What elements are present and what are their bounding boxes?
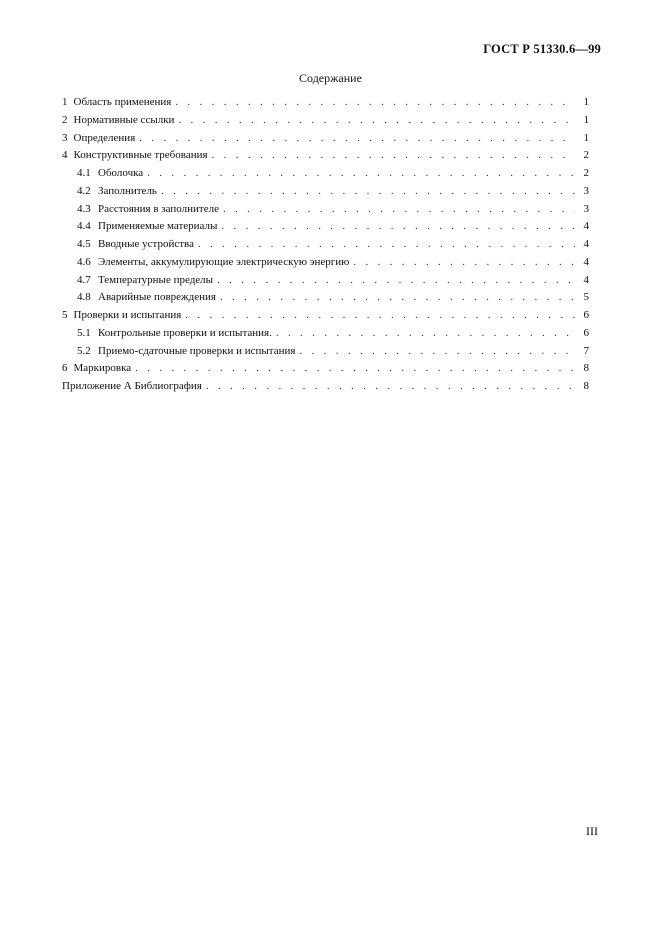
dot-leader xyxy=(299,343,575,361)
toc-entry-page: 2 xyxy=(583,167,589,179)
toc-entry[interactable] xyxy=(62,378,589,396)
dot-leader xyxy=(198,236,575,254)
toc-entry-label: Приложение А Библиография xyxy=(62,380,202,392)
dot-leader xyxy=(223,201,575,219)
dot-leader xyxy=(206,378,575,396)
dot-leader xyxy=(276,325,575,343)
toc-entry-page: 6 xyxy=(583,309,589,321)
toc-entry-label: Область применения xyxy=(73,96,172,108)
toc-entry-label: Маркировка xyxy=(73,362,132,375)
toc-entry[interactable] xyxy=(62,289,589,307)
dot-leader xyxy=(220,289,575,307)
toc-entry[interactable] xyxy=(62,325,589,343)
toc-entry-page: 1 xyxy=(583,131,589,144)
document-code: ГОСТ Р 51330.6—99 xyxy=(483,42,601,56)
table-of-contents xyxy=(62,94,589,396)
toc-entry[interactable] xyxy=(62,218,589,236)
toc-entry[interactable] xyxy=(62,360,589,378)
dot-leader xyxy=(147,165,575,183)
contents-title: Содержание xyxy=(299,71,362,85)
toc-entry-label: Приемо-сдаточные проверки и испытания xyxy=(98,344,296,357)
dot-leader xyxy=(221,218,575,236)
toc-entry[interactable] xyxy=(62,130,589,148)
toc-entry-number: 5.1 xyxy=(77,326,91,339)
toc-entry-number: 3 xyxy=(62,131,68,144)
toc-entry-number: 4.4 xyxy=(77,220,91,233)
toc-entry-page: 4 xyxy=(583,255,589,268)
toc-entry-label: Расстояния в заполнителе xyxy=(98,202,219,215)
toc-entry[interactable] xyxy=(62,254,589,272)
toc-entry-page: 2 xyxy=(583,149,589,162)
dot-leader xyxy=(161,183,575,201)
toc-entry[interactable] xyxy=(62,94,589,112)
toc-entry[interactable] xyxy=(62,307,589,325)
toc-entry-label: Нормативные ссылки xyxy=(73,113,175,126)
toc-entry-page: 3 xyxy=(583,202,589,215)
toc-entry-page: 1 xyxy=(583,113,589,126)
toc-entry-number: 2 xyxy=(62,113,68,126)
dot-leader xyxy=(353,254,575,272)
toc-entry-number: 5.2 xyxy=(77,344,91,357)
page-number: III xyxy=(586,824,598,838)
toc-entry-page: 6 xyxy=(583,326,589,339)
toc-entry-page: 7 xyxy=(583,344,589,357)
toc-entry-page: 8 xyxy=(583,380,589,392)
toc-entry-page: 5 xyxy=(583,291,589,304)
toc-entry-number: 5 xyxy=(62,309,68,321)
toc-entry[interactable] xyxy=(62,165,589,183)
dot-leader xyxy=(175,94,575,112)
toc-entry[interactable] xyxy=(62,343,589,361)
toc-entry-number: 4.3 xyxy=(77,202,91,215)
toc-entry-number: 6 xyxy=(62,362,68,375)
toc-entry-label: Элементы, аккумулирующие электрическую энергию xyxy=(98,255,350,268)
toc-entry-label: Оболочка xyxy=(98,167,144,179)
toc-entry[interactable] xyxy=(62,183,589,201)
toc-entry-label: Определения xyxy=(73,131,136,144)
dot-leader xyxy=(178,112,575,130)
toc-entry[interactable] xyxy=(62,147,589,165)
toc-entry-label: Конструктивные требования xyxy=(73,149,208,162)
toc-entry-number: 1 xyxy=(62,96,68,108)
toc-entry-number: 4.7 xyxy=(77,273,91,286)
dot-leader xyxy=(212,147,575,165)
toc-entry-label: Вводные устройства xyxy=(98,238,194,250)
dot-leader xyxy=(217,272,575,290)
toc-entry-number: 4.6 xyxy=(77,255,91,268)
toc-entry-page: 4 xyxy=(583,238,589,250)
toc-entry-page: 8 xyxy=(583,362,589,375)
toc-entry[interactable] xyxy=(62,201,589,219)
toc-entry[interactable] xyxy=(62,236,589,254)
toc-entry-number: 4.8 xyxy=(77,291,91,304)
toc-entry-number: 4.5 xyxy=(77,238,91,250)
toc-entry-page: 4 xyxy=(583,220,589,233)
toc-entry[interactable] xyxy=(62,112,589,130)
dot-leader xyxy=(135,360,575,378)
toc-entry-page: 3 xyxy=(583,184,589,197)
toc-entry-number: 4.2 xyxy=(77,184,91,197)
toc-entry-label: Температурные пределы xyxy=(98,273,214,286)
toc-entry-label: Применяемые материалы xyxy=(98,220,218,233)
toc-entry-page: 4 xyxy=(583,273,589,286)
dot-leader xyxy=(139,130,575,148)
dot-leader xyxy=(185,307,575,325)
toc-entry-label: Проверки и испытания xyxy=(73,309,182,321)
toc-entry-number: 4 xyxy=(62,149,68,162)
toc-entry[interactable] xyxy=(62,272,589,290)
toc-entry-label: Аварийные повреждения xyxy=(98,291,216,304)
toc-entry-label: Заполнитель xyxy=(98,184,157,197)
toc-entry-number: 4.1 xyxy=(77,167,91,179)
toc-entry-label: Контрольные проверки и испытания. xyxy=(98,326,272,339)
toc-entry-page: 1 xyxy=(583,96,589,108)
